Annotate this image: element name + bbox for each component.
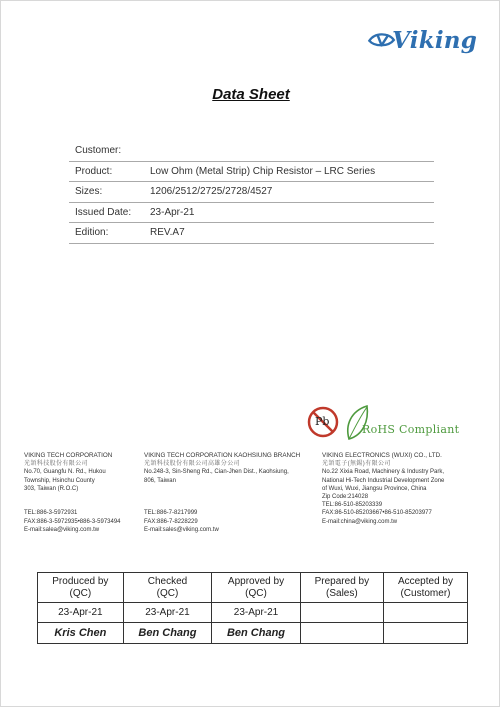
page-title: Data Sheet [212, 86, 290, 103]
office-name: VIKING ELECTRONICS (WUXI) CO., LTD. [322, 452, 442, 459]
tel-line: TEL:86-510-85203339 [322, 502, 383, 509]
email-line[interactable]: E-mail:sales@viking.com.tw [144, 526, 219, 533]
signoff-header-accepted: Accepted by (Customer) [383, 573, 467, 603]
office-name-chinese: 光頡電子(無錫)有限公司 [322, 461, 391, 468]
info-value: Low Ohm (Metal Strip) Chip Resistor – LRC Series [150, 165, 376, 177]
address-line: Township, Hsinchu County [24, 477, 95, 484]
address-line: Zip Code:214028 [322, 494, 369, 501]
fax-line: FAX:86-510-85203667•86-510-85203977 [322, 510, 432, 517]
rohs-mark [307, 403, 477, 443]
signoff-name-cell: Ben Chang [212, 623, 301, 644]
signoff-header-approved: Approved by (QC) [212, 573, 301, 603]
tel-line: TEL:886-7-8217999 [144, 510, 198, 517]
signoff-name-cell [383, 623, 467, 644]
tel-line: TEL:886-3-5972931 [24, 510, 78, 517]
signoff-date-cell: 23-Apr-21 [38, 603, 124, 623]
signoff-date-cell: 23-Apr-21 [212, 603, 301, 623]
signoff-date-cell [383, 603, 467, 623]
info-value: REV.A7 [150, 227, 185, 239]
signoff-name-cell: Ben Chang [123, 623, 212, 644]
signoff-header-produced: Produced by (QC) [38, 573, 124, 603]
office-name: VIKING TECH CORPORATION [24, 452, 113, 459]
brand-name: Viking [392, 26, 477, 54]
office-name-chinese: 光頡科技股份有限公司 [24, 461, 89, 468]
address-line: No.22 Xixia Road, Machinery & Industry Park, [322, 469, 445, 476]
email-line[interactable]: E-mail:salea@viking.com.tw [24, 526, 100, 533]
signoff-date-cell [300, 603, 383, 623]
product-info-table [69, 141, 434, 244]
office-name: VIKING TECH CORPORATION KAOHSIUNG BRANCH [144, 452, 301, 459]
address-line: National Hi-Tech Industrial Development Zone [322, 477, 445, 484]
info-label: Sizes: [75, 186, 103, 198]
signoff-name-row [38, 623, 468, 644]
address-line: 806, Taiwan [144, 477, 176, 484]
viking-logo [367, 25, 477, 55]
address-line: No.248-3, Sin-Sheng Rd., Cian-Jhen Dist., Kaohsiung, [144, 469, 289, 476]
info-label: Issued Date: [75, 206, 132, 218]
signoff-date-cell: 23-Apr-21 [123, 603, 212, 623]
info-row [69, 203, 434, 224]
fax-line: FAX:886-3-5972935•886-3-5973494 [24, 518, 121, 525]
address-line: No.70, Guangfu N. Rd., Hukou [24, 469, 106, 476]
rohs-label: RoHS Compliant [362, 423, 460, 436]
info-label: Edition: [75, 227, 109, 239]
info-value: 1206/2512/2725/2728/4527 [150, 186, 273, 198]
signoff-table [37, 572, 468, 644]
signoff-header-checked: Checked (QC) [123, 573, 212, 603]
signoff-header-prepared: Prepared by (Sales) [300, 573, 383, 603]
signoff-name-cell [300, 623, 383, 644]
office-name-chinese: 光頡科技股份有限公司高雄分公司 [144, 461, 241, 468]
signoff-header-row [38, 573, 468, 603]
email-line[interactable]: E-mail:china@viking.com.tw [322, 518, 398, 525]
info-label: Customer: [75, 145, 122, 157]
fax-line: FAX:886-7-8228229 [144, 518, 198, 525]
address-line: of Wuxi, Wuxi, Jiangsu Province, China [322, 485, 427, 492]
signoff-name-cell: Kris Chen [38, 623, 124, 644]
info-value: 23-Apr-21 [150, 206, 195, 218]
signoff-date-row [38, 603, 468, 623]
office-kaohsiung [144, 452, 300, 534]
pb-label: Pb [315, 415, 330, 428]
info-row [69, 223, 434, 244]
info-label: Product: [75, 165, 113, 177]
info-row [69, 182, 434, 203]
office-addresses [24, 452, 479, 547]
info-row [69, 141, 434, 162]
office-wuxi [322, 452, 444, 526]
info-row [69, 162, 434, 183]
office-hsinchu [24, 452, 121, 534]
address-line: 303, Taiwan (R.O.C) [24, 485, 79, 492]
